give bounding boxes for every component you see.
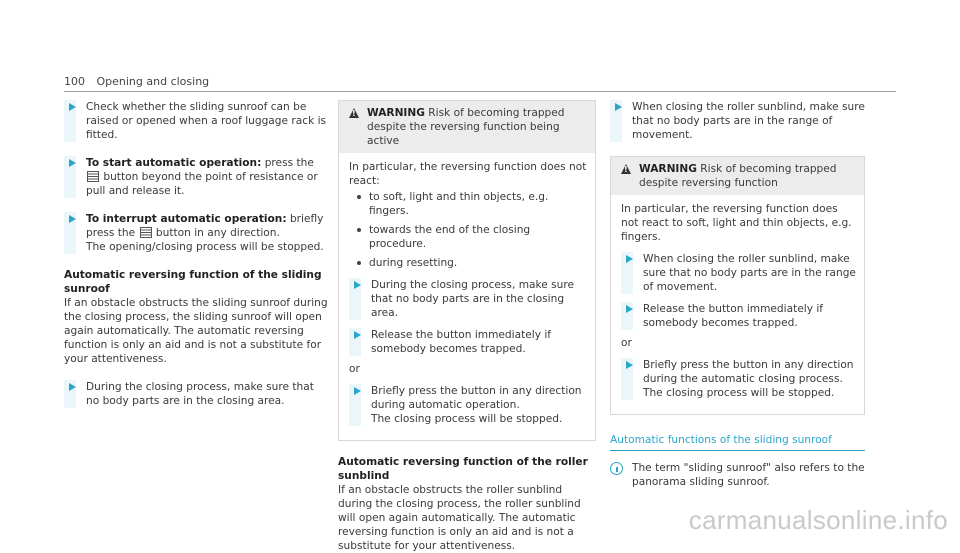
step-text: Briefly press the button in any direction during automatic operation. bbox=[371, 385, 582, 411]
step-heading: To interrupt automatic operation: bbox=[86, 213, 287, 225]
step-arrow-icon bbox=[354, 387, 361, 395]
step-arrow-icon bbox=[615, 103, 622, 111]
instruction-step bbox=[64, 212, 329, 254]
step-text: When closing the roller sunblind, make sure that no body parts are in the range of movement. bbox=[632, 101, 865, 141]
warning-body bbox=[611, 195, 864, 414]
step-arrow-icon bbox=[69, 103, 76, 111]
instruction-step bbox=[64, 380, 329, 408]
step-text: When closing the roller sunblind, make sure that no body parts are in the range of movement. bbox=[643, 253, 856, 293]
warning-title: Risk of becoming trapped despite the reversing function being active bbox=[367, 107, 565, 147]
step-heading: To start automatic operation: bbox=[86, 157, 262, 169]
warning-intro: In particular, the reversing function does not react to soft, light and thin objects, e.g. fingers. bbox=[621, 203, 852, 243]
sunroof-button-icon bbox=[87, 171, 99, 182]
column-3 bbox=[610, 100, 865, 489]
section-body: If an obstacle obstructs the sliding sunroof during the closing process, the sliding sunroof will open again automatically. The automatic reversing function is only an aid and is not a substitute for your attentiveness. bbox=[64, 297, 328, 365]
step-arrow-icon bbox=[626, 305, 633, 313]
page-number: 100 bbox=[64, 75, 85, 88]
or-label: or bbox=[349, 363, 360, 375]
step-arrow-icon bbox=[354, 331, 361, 339]
list-item: towards the end of the closing procedure. bbox=[357, 223, 587, 251]
step-arrow-icon bbox=[626, 255, 633, 263]
step-text: During the closing process, make sure that no body parts are in the closing area. bbox=[371, 279, 575, 319]
warning-label: WARNING bbox=[639, 163, 697, 175]
step-arrow-icon bbox=[354, 281, 361, 289]
warning-body bbox=[339, 153, 595, 440]
page-title: Opening and closing bbox=[96, 75, 210, 88]
warning-box bbox=[338, 100, 596, 441]
step-text: briefly press the bbox=[86, 213, 324, 239]
step-text: press the bbox=[261, 157, 314, 169]
instruction-step bbox=[64, 156, 329, 198]
step-result: The closing process will be stopped. bbox=[643, 387, 835, 399]
column-2 bbox=[338, 100, 596, 553]
instruction-step bbox=[64, 100, 329, 142]
or-label: or bbox=[621, 337, 632, 349]
step-arrow-icon bbox=[69, 383, 76, 391]
warning-label: WARNING bbox=[367, 107, 425, 119]
bullet-list bbox=[357, 190, 587, 270]
section-body: If an obstacle obstructs the roller sunblind during the closing process, the roller sunblind will open again automatically. The automatic reversing function is only an aid and is not a substitute for your attentiveness. bbox=[338, 484, 581, 552]
instruction-step bbox=[349, 278, 587, 320]
watermark: carmanualsonline.info bbox=[688, 505, 948, 535]
warning-title: Risk of becoming trapped despite reversing function bbox=[639, 163, 837, 189]
step-arrow-icon bbox=[626, 361, 633, 369]
step-result: The opening/closing process will be stopped. bbox=[86, 241, 324, 253]
note-text: The term "sliding sunroof" also refers to the panorama sliding sunroof. bbox=[632, 462, 865, 488]
info-icon bbox=[610, 462, 623, 475]
step-result: The closing process will be stopped. bbox=[371, 413, 563, 425]
sunroof-button-icon bbox=[140, 227, 152, 238]
column-1 bbox=[64, 100, 329, 422]
instruction-step bbox=[349, 384, 587, 426]
step-text: Release the button immediately if somebody becomes trapped. bbox=[643, 303, 824, 329]
warning-triangle-icon bbox=[349, 108, 359, 118]
warning-header bbox=[611, 157, 864, 195]
step-text: Release the button immediately if somebody becomes trapped. bbox=[371, 329, 552, 355]
step-arrow-icon bbox=[69, 159, 76, 167]
list-item: during resetting. bbox=[357, 256, 587, 270]
section-link-heading[interactable]: Automatic functions of the sliding sunroof bbox=[610, 433, 865, 451]
section-heading: Automatic reversing function of the roller sunblind bbox=[338, 456, 588, 482]
warning-intro: In particular, the reversing function does not react: bbox=[349, 161, 587, 187]
instruction-step bbox=[621, 252, 856, 294]
instruction-step bbox=[621, 302, 856, 330]
step-text: button in any direction. bbox=[152, 227, 280, 239]
step-text: Check whether the sliding sunroof can be raised or opened when a roof luggage rack is fitted. bbox=[86, 101, 327, 141]
page-header bbox=[64, 75, 209, 89]
instruction-step bbox=[621, 358, 856, 400]
header-divider bbox=[64, 91, 896, 92]
warning-header bbox=[339, 101, 595, 153]
step-arrow-icon bbox=[69, 215, 76, 223]
step-text: Briefly press the button in any direction during the automatic closing process. bbox=[643, 359, 854, 385]
note bbox=[610, 461, 865, 489]
instruction-step bbox=[349, 328, 587, 356]
warning-triangle-icon bbox=[621, 164, 631, 174]
warning-box bbox=[610, 156, 865, 415]
step-text: button beyond the point of resistance or pull and release it. bbox=[86, 171, 318, 197]
section-heading: Automatic reversing function of the sliding sunroof bbox=[64, 269, 322, 295]
instruction-step bbox=[610, 100, 865, 142]
step-text: During the closing process, make sure that no body parts are in the closing area. bbox=[86, 381, 314, 407]
list-item: to soft, light and thin objects, e.g. fingers. bbox=[357, 190, 587, 218]
